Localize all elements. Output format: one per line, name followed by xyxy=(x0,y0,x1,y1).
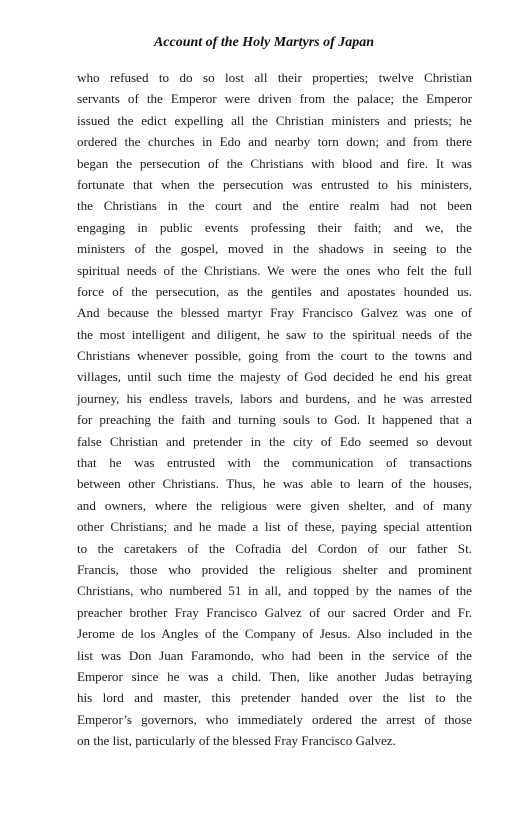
text-line: engaging in public events professing their faith; and we, the xyxy=(77,219,472,235)
text-line: between other Christians. Thus, he was able to learn of the houses, xyxy=(77,476,472,492)
text-line: the most intelligent and diligent, he saw to the spiritual needs of the xyxy=(77,326,472,342)
text-line: began the persecution of the Christians with blood and fire. It was xyxy=(77,155,472,171)
text-line: Jerome de los Angles of the Company of Jesus. Also included in the xyxy=(77,626,472,642)
text-line: to the caretakers of the Cofradia del Cordon of our father St. xyxy=(77,540,472,556)
text-line: servants of the Emperor were driven from the palace; the Emperor xyxy=(77,91,472,107)
text-line: preacher brother Fray Francisco Galvez of our sacred Order and Fr. xyxy=(77,604,472,620)
text-line: the Christians in the court and the entire realm had not been xyxy=(77,198,472,214)
text-line: Emperor’s governors, who immediately ordered the arrest of those xyxy=(77,711,472,727)
text-line: false Christian and pretender in the city of Edo seemed so devout xyxy=(77,433,472,449)
text-line: who refused to do so lost all their properties; twelve Christian xyxy=(77,70,472,85)
text-line: other Christians; and he made a list of these, paying special attention xyxy=(77,519,472,535)
text-line: that he was entrusted with the communication of transactions xyxy=(77,455,472,471)
text-line: issued the edict expelling all the Christian ministers and priests; he xyxy=(77,112,472,128)
text-line: Emperor since he was a child. Then, like another Judas betraying xyxy=(77,668,472,684)
text-line: on the list, particularly of the blessed Fray Francisco Galvez. xyxy=(77,733,396,749)
text-line: Christians, who numbered 51 in all, and topped by the names of the xyxy=(77,583,472,599)
text-line: villages, until such time the majesty of God decided he end his great xyxy=(77,369,472,385)
text-line: ordered the churches in Edo and nearby torn down; and from there xyxy=(77,134,472,150)
text-line: his lord and master, this pretender handed over the list to the xyxy=(77,690,472,706)
text-line: Christians whenever possible, going from the court to the towns and xyxy=(77,348,472,364)
text-line: force of the persecution, as the gentiles and apostates hounded us. xyxy=(77,283,472,299)
text-line: And because the blessed martyr Fray Francisco Galvez was one of xyxy=(77,305,472,321)
text-line: list was Don Juan Faramondo, who had been in the service of the xyxy=(77,647,472,663)
text-line: for preaching the faith and turning souls to God. It happened that a xyxy=(77,412,472,428)
body-paragraph xyxy=(77,67,472,752)
text-line: and owners, where the religious were given shelter, and of many xyxy=(77,497,472,513)
text-line: journey, his endless travels, labors and burdens, and he was arrested xyxy=(77,390,472,406)
text-line: Francis, those who provided the religious shelter and prominent xyxy=(77,561,472,577)
text-line: fortunate that when the persecution was entrusted to his ministers, xyxy=(77,176,472,192)
text-line: spiritual needs of the Christians. We were the ones who felt the full xyxy=(77,262,472,278)
running-header: Account of the Holy Martyrs of Japan xyxy=(153,35,375,50)
text-line: ministers of the gospel, moved in the shadows in seeing to the xyxy=(77,241,472,257)
